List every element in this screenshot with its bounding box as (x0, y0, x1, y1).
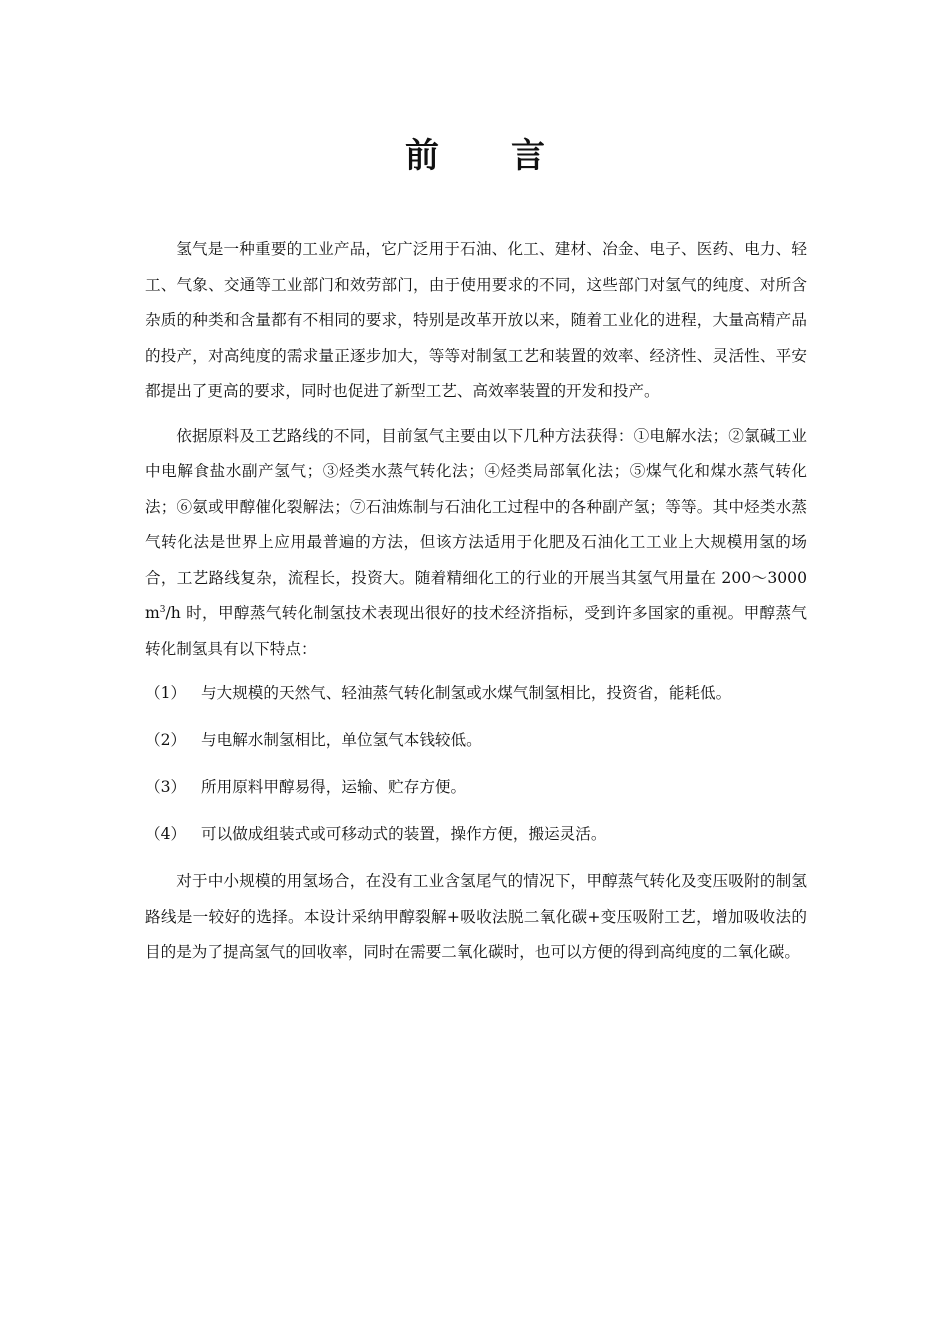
list-item-text: 与大规模的天然气、轻油蒸气转化制氢或水煤气制氢相比，投资省，能耗低。 (201, 684, 732, 702)
document-body (145, 232, 807, 980)
list-item (145, 770, 807, 806)
paragraph-conclusion: 对于中小规模的用氢场合，在没有工业含氢尾气的情况下，甲醇蒸气转化及变压吸附的制氢路线是一较好的选择。本设计采纳甲醇裂解+吸收法脱二氧化碳+变压吸附工艺，增加吸收法的目的是为了提高氢气的回收率，同时在需要二氧化碳时，也可以方便的得到高纯度的二氧化碳。 (145, 872, 807, 961)
page-title (0, 128, 950, 177)
list-item (145, 817, 807, 853)
list-item (145, 676, 807, 712)
paragraph-methods (145, 419, 807, 668)
paragraph-methods-text: 依据原料及工艺路线的不同，目前氢气主要由以下几种方法获得：①电解水法；②氯碱工业中电解食盐水副产氢气；③烃类水蒸气转化法；④烃类局部氧化法；⑤煤气化和煤水蒸气转化法；⑥氨或甲醇催化裂解法；⑦石油炼制与石油化工过程中的各种副产氢；等等。其中烃类水蒸气转化法是世界上应用最普遍的方法，但该方法适用于化肥及石油化工工业上大规模用氢的场合，工艺路线复杂，流程长，投资大。随着精细化工的行业的开展当其氢气用量在 200～3000m (145, 426, 807, 622)
list-item-number: （3） (145, 778, 187, 796)
title-char-1: 前 (405, 136, 439, 176)
list-item-text: 与电解水制氢相比，单位氢气本钱较低。 (201, 731, 482, 749)
list-item-number: （4） (145, 825, 187, 843)
paragraph-methods-text-end: /h 时，甲醇蒸气转化制氢技术表现出很好的技术经济指标，受到许多国家的重视。甲醇蒸气转化制氢具有以下特点： (145, 604, 807, 658)
list-item (145, 723, 807, 759)
list-item-number: （1） (145, 684, 187, 702)
superscript-cubic: 3 (159, 604, 166, 615)
list-item-text: 可以做成组装式或可移动式的装置，操作方便，搬运灵活。 (201, 825, 607, 843)
title-char-2: 言 (511, 136, 545, 176)
paragraph-intro: 氢气是一种重要的工业产品，它广泛用于石油、化工、建材、冶金、电子、医药、电力、轻工、气象、交通等工业部门和效劳部门，由于使用要求的不同，这些部门对氢气的纯度、对所含杂质的种类和含量都有不相同的要求，特别是改革开放以来，随着工业化的进程，大量高精产品的投产，对高纯度的需求量正逐步加大，等等对制氢工艺和装置的效率、经济性、灵活性、平安都提出了更高的要求，同时也促进了新型工艺、高效率装置的开发和投产。 (145, 240, 807, 400)
list-item-text: 所用原料甲醇易得，运输、贮存方便。 (201, 778, 467, 796)
list-item-number: （2） (145, 731, 187, 749)
